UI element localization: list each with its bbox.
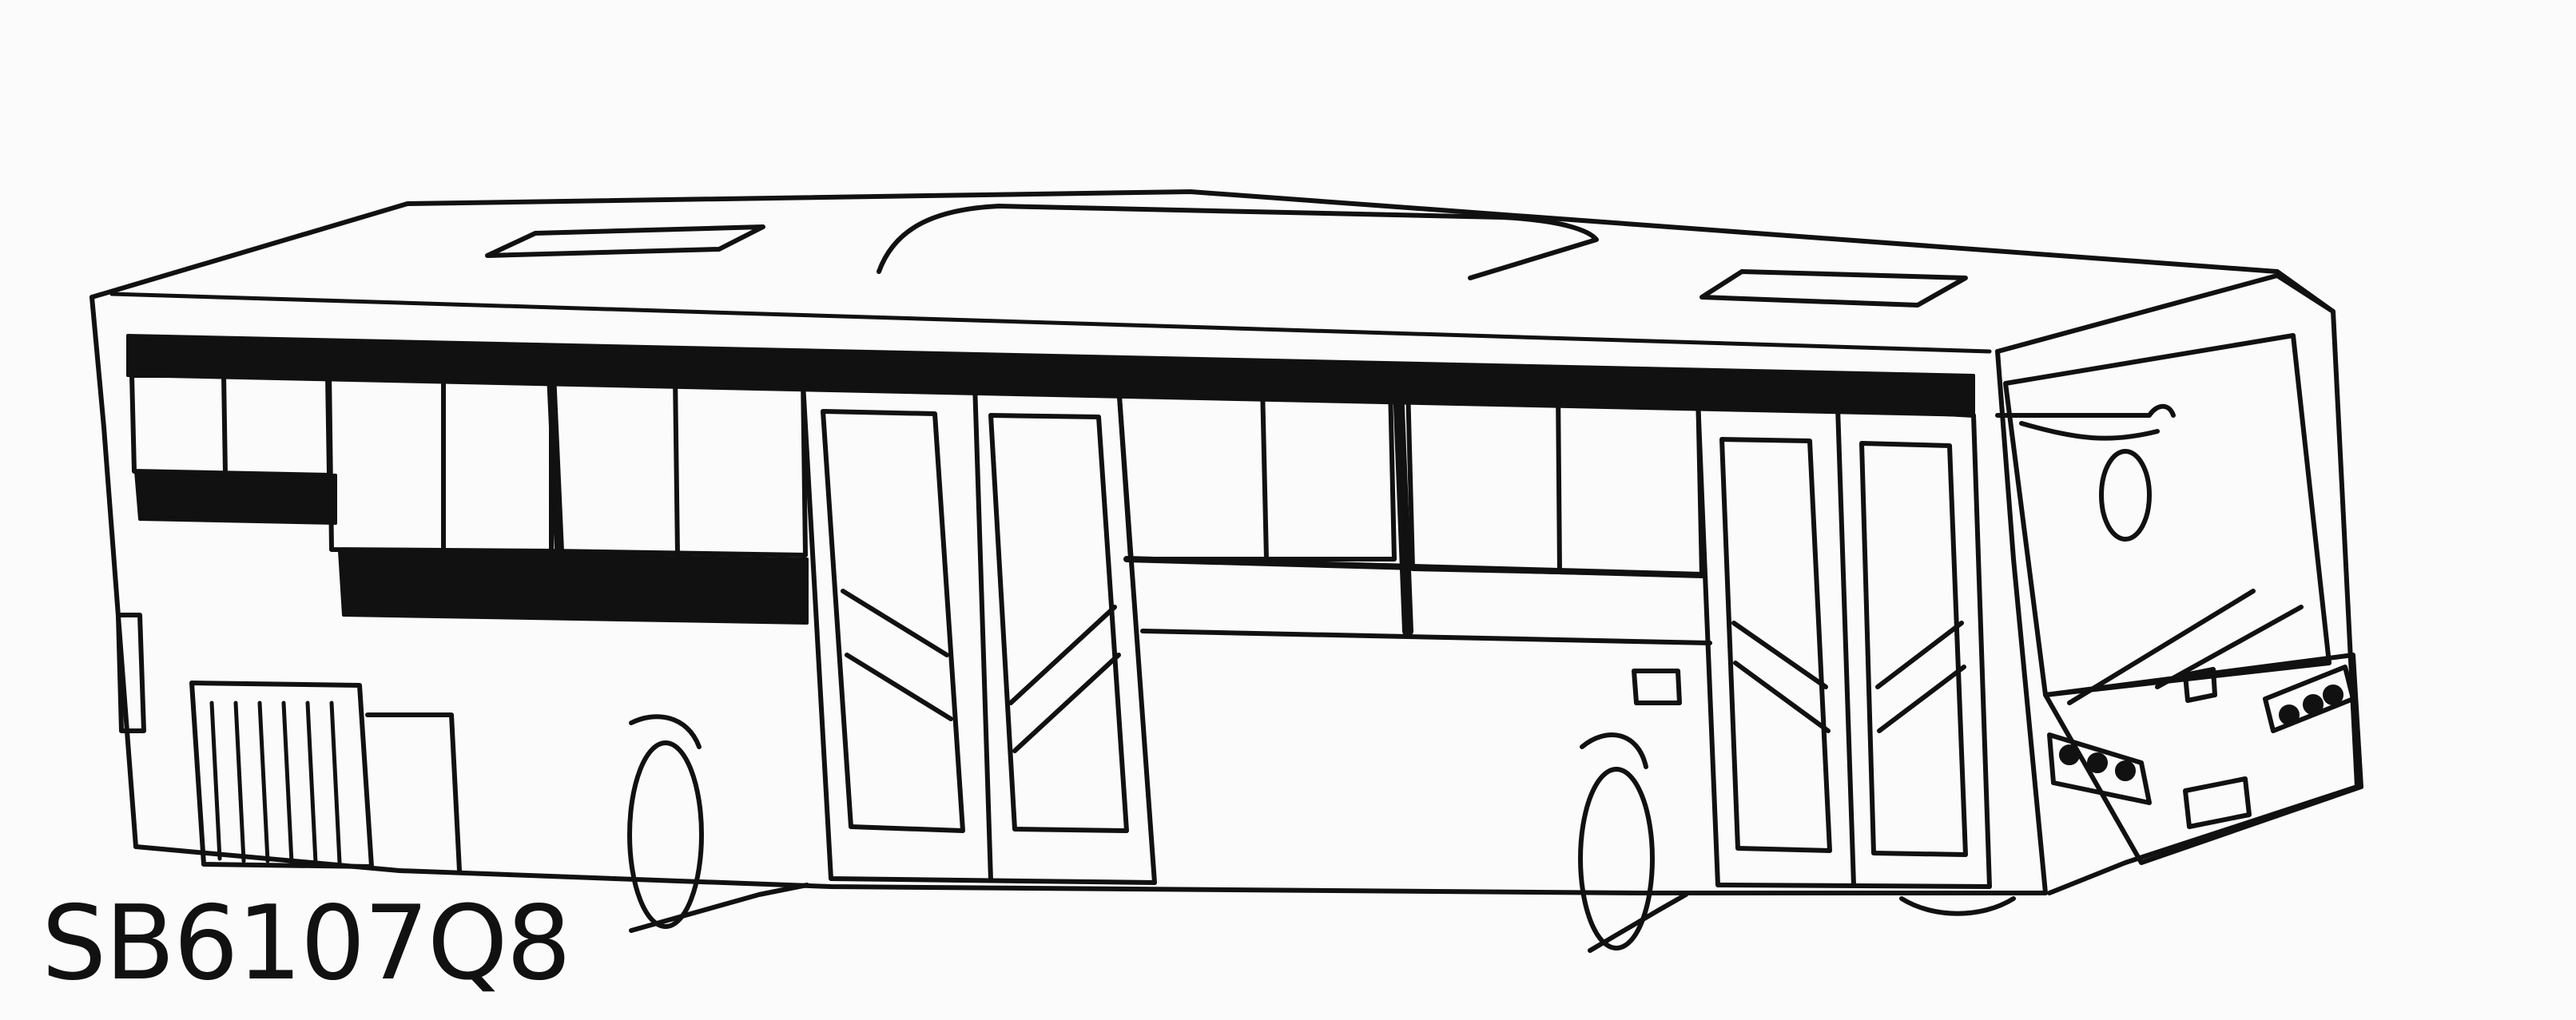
window-mid-2 xyxy=(1408,387,1702,575)
rear-lower-band xyxy=(136,471,336,523)
window-mid-heavy-divider xyxy=(1398,387,1408,631)
roof-ac-pod xyxy=(879,206,1596,278)
fuel-hatch xyxy=(1634,671,1680,703)
roof-vent-front xyxy=(1702,272,1966,305)
rear-wheel xyxy=(630,716,807,931)
front-wheel-arch xyxy=(1902,899,2013,914)
front-face xyxy=(1998,276,2357,893)
plate xyxy=(2185,779,2249,827)
mid-lower-band xyxy=(340,551,807,623)
window-rear-2 xyxy=(329,371,551,551)
front-door-left-pane xyxy=(1722,439,1830,851)
rear-panel xyxy=(368,715,459,871)
roof-vent-rear xyxy=(487,227,763,256)
front-wheel xyxy=(1580,735,1686,951)
rear-light xyxy=(118,615,144,731)
mirror xyxy=(2101,451,2149,539)
body-bottom xyxy=(400,871,2045,893)
window-mid-1 xyxy=(1119,385,1394,559)
caption-model-code: SB6107Q8 xyxy=(42,884,570,1003)
mirror-arm xyxy=(1998,407,2173,415)
window-rear-1 xyxy=(132,375,329,475)
middle-door-right-pane xyxy=(991,415,1127,831)
front-door-right-pane xyxy=(1862,443,1966,855)
